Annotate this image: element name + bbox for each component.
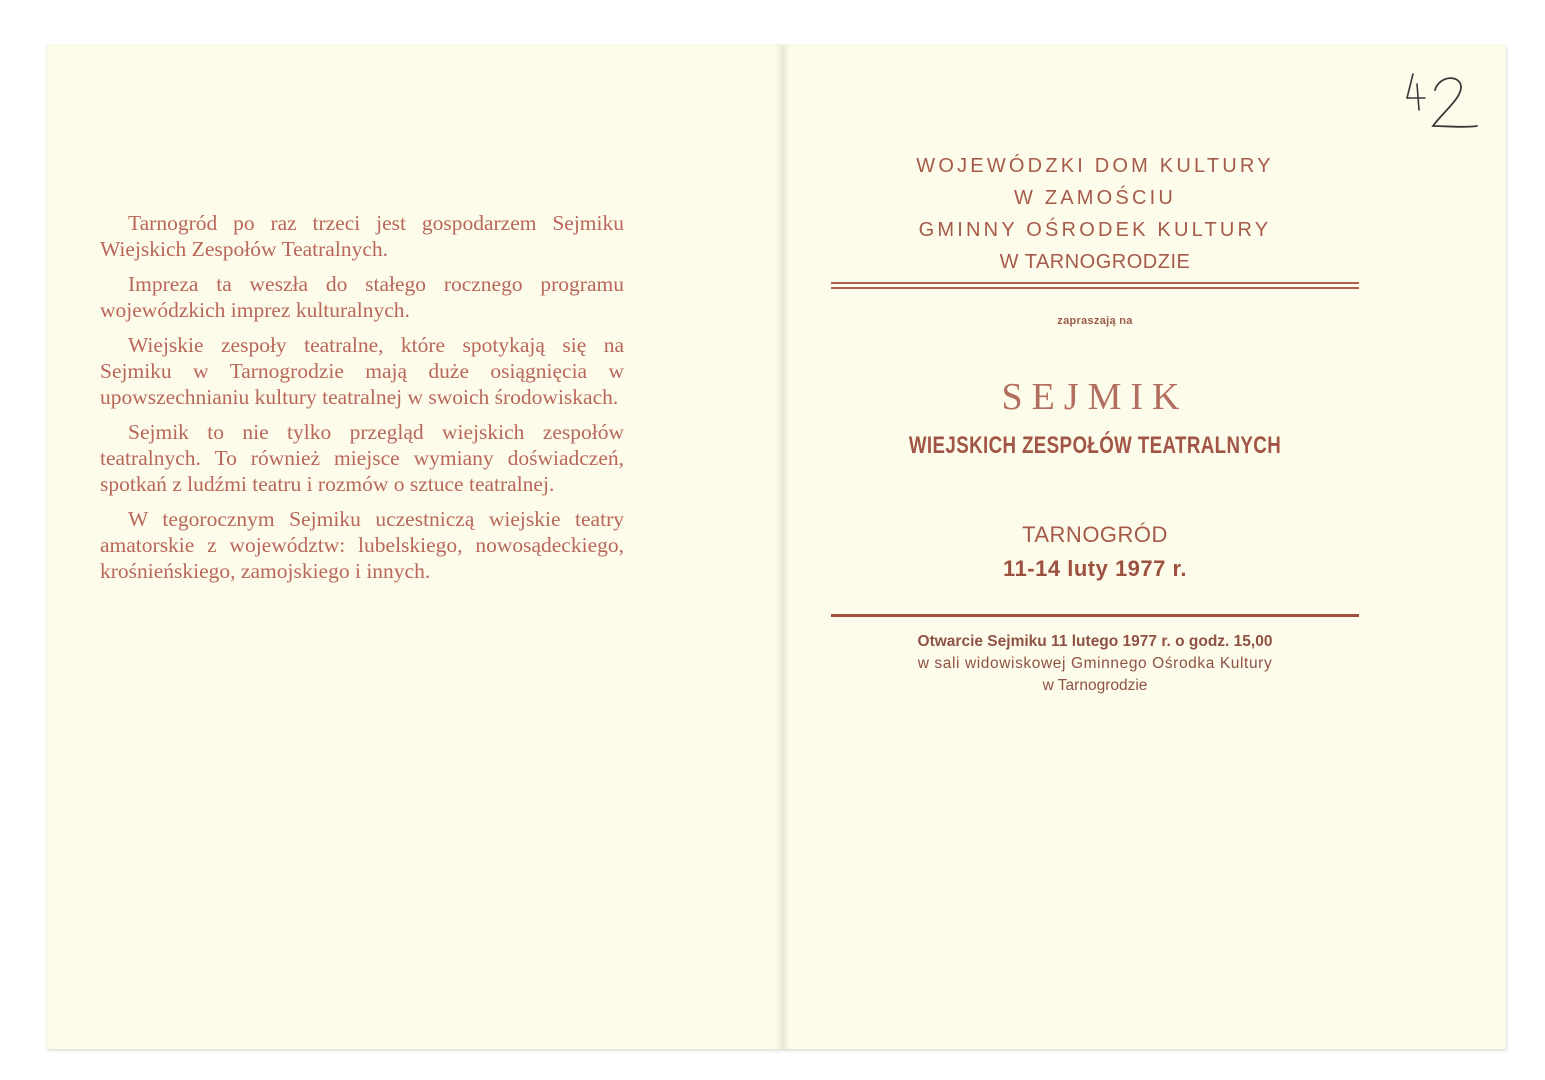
organizer-line: W TARNOGRODZIE	[999, 251, 1191, 273]
paragraph: Wiejskie zespoły teatralne, które spotykają się na Sejmiku w Tarnogrodzie mają duże osiągnięcia w upowszechnianiu kultury teatralnej w swoich środowiskach.	[100, 333, 624, 409]
center-fold	[775, 45, 789, 1049]
opening-line: Otwarcie Sejmiku 11 lutego 1977 r. o godz. 15,00	[917, 633, 1273, 650]
opening-line: w Tarnogrodzie	[1042, 677, 1148, 694]
organizer-line: W ZAMOŚCIU	[1014, 187, 1176, 209]
opening-line: w sali widowiskowej Gminnego Ośrodka Kultury	[917, 655, 1273, 672]
paragraph: W tegorocznym Sejmiku uczestniczą wiejskie teatry amatorskie z województw: lubelskiego, nowosądeckiego, krośnieńskiego, zamojskiego i innych.	[100, 507, 624, 583]
event-title: SEJMIK	[1001, 376, 1189, 418]
event-subtitle: WIEJSKICH ZESPOŁÓW TEATRALNYCH	[908, 432, 1282, 459]
organizer-line: WOJEWÓDZKI DOM KULTURY	[916, 155, 1274, 177]
paragraph: Tarnogród po raz trzeci jest gospodarzem Sejmiku Wiejskich Zespołów Teatralnych.	[100, 211, 624, 261]
double-divider	[831, 282, 1359, 289]
left-page-text	[100, 210, 624, 593]
right-page-invitation	[828, 150, 1362, 697]
organizer-line: GMINNY OŚRODEK KULTURY	[918, 219, 1272, 241]
event-dates: 11-14 luty 1977 r.	[1003, 556, 1187, 581]
paragraph: Impreza ta weszła do stałego rocznego programu wojewódzkich imprez kulturalnych.	[100, 272, 624, 322]
paragraph: Sejmik to nie tylko przegląd wiejskich zespołów teatralnych. To również miejsce wymiany doświadczeń, spotkań z ludźmi teatru i rozmów o sztuce teatralnej.	[100, 420, 624, 496]
invite-text: zapraszają na	[1057, 315, 1133, 327]
divider	[831, 614, 1359, 617]
handwritten-number	[1395, 68, 1485, 138]
event-place: TARNOGRÓD	[1022, 522, 1168, 547]
opening-info	[828, 631, 1362, 697]
